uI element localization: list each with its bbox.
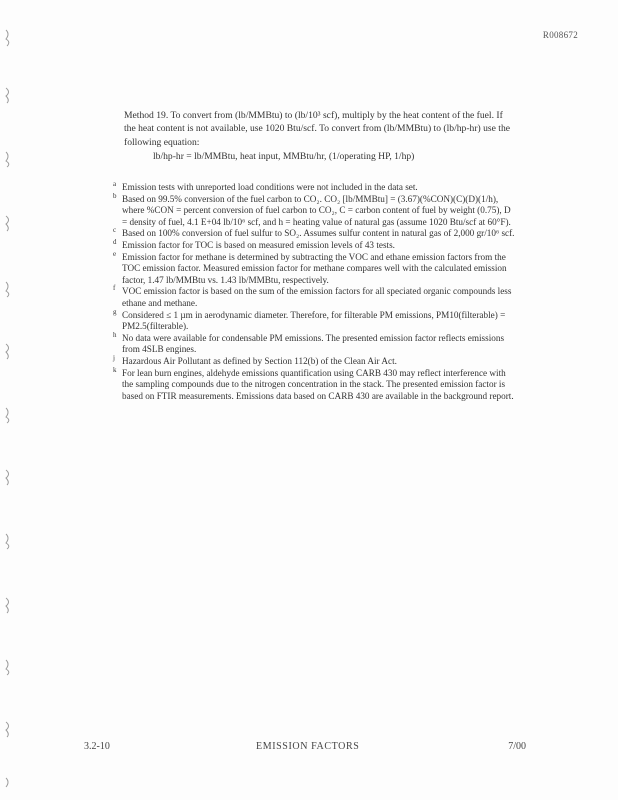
conversion-equation: lb/hp-hr = lb/MMBtu, heat input, MMBtu/hr, (1/operating HP, 1/hp) — [153, 151, 415, 162]
footnote-text: Based on 100% conversion of fuel sulfur to SO₂. Assumes sulfur content in natural gas of 2,000 gr/10⁶ scf. — [122, 228, 515, 239]
footnote — [113, 353, 518, 368]
footnote-text: No data were available for condensable PM emissions. The presented emission factor reflects emissions from 4SLB engines. — [122, 332, 505, 355]
footnote — [113, 249, 518, 287]
footnote — [113, 307, 518, 333]
footnote-text: For lean burn engines, aldehyde emissions quantification using CARB 430 may reflect interference with the sampling compounds due to the nitrogen concentration in the stack. The presented emission factor is based on FTIR measurements. Emissions data based on CARB 430 are available in the background report. — [122, 367, 514, 401]
footnote — [113, 330, 518, 356]
footnote-text: Based on 99.5% conversion of the fuel carbon to CO₂. CO₂ [lb/MMBtu] = (3.67)(%CON)(C)(D)(1/h), where %CON = percent conversion of fuel carbon to CO₂, C = carbon content of fuel by weight (0.75), D = density of fuel, 4.1 E+04 lb/10⁶ scf, and h = heating value of natural gas (assume 1020 Btu/scf at 60°F). — [122, 193, 511, 227]
footnote — [113, 182, 518, 194]
footnote-mark: h — [113, 330, 117, 339]
footnote-mark: c — [113, 226, 117, 235]
publication-title: EMISSION FACTORS — [256, 741, 360, 752]
footnote-text: Emission tests with unreported load conditions were not included in the data set. — [122, 182, 418, 192]
footnote-mark: g — [113, 307, 117, 316]
footnote-text: Hazardous Air Pollutant as defined by Section 112(b) of the Clean Air Act. — [122, 355, 397, 366]
publication-date: 7/00 — [508, 741, 526, 752]
footnote-mark: k — [113, 365, 117, 374]
footnote — [113, 228, 518, 240]
footnote-text: VOC emission factor is based on the sum of the emission factors for all speciated organic compounds less ethane and methane. — [122, 286, 512, 308]
document-id: R008672 — [542, 30, 578, 40]
footnote-mark: j — [113, 353, 115, 362]
footnote-text: Emission factor for TOC is based on measured emission levels of 43 tests. — [122, 239, 395, 250]
footnote-mark: e — [113, 249, 117, 258]
footnote-mark: b — [113, 191, 117, 200]
footnote-text: Considered ≤ 1 µm in aerodynamic diameter. Therefore, for filterable PM emissions, PM10(filterable) = PM2.5(filterable). — [122, 309, 506, 332]
binding-hole-marks — [2, 0, 18, 800]
footnote-mark: d — [113, 237, 117, 246]
footnote — [113, 237, 518, 252]
footnote — [113, 286, 518, 309]
footnote-text: Emission factor for methane is determined by subtracting the VOC and ethane emission factors from the TOC emission factor. Measured emission factor for methane compares well with the calculated emission factor, 1.47 lb/MMBtu vs. 1.43 lb/MMBtu, respectively. — [122, 251, 507, 285]
footnote — [113, 191, 518, 229]
footnote — [113, 365, 518, 403]
method-paragraph: Method 19. To convert from (lb/MMBtu) to (lb/10³ scf), multiply by the heat content of the fuel. If the heat content is not available, use 1020 Btu/scf. To convert from (lb/MMBtu) to (lb/hp-hr) use the following equation: — [124, 109, 511, 148]
footnotes-list — [113, 182, 518, 402]
scan-edge-marks — [2, 0, 18, 800]
footnote-mark: a — [113, 180, 117, 188]
page-number: 3.2-10 — [84, 741, 110, 752]
page-footer — [84, 741, 526, 755]
footnote-mark: f — [113, 284, 116, 293]
